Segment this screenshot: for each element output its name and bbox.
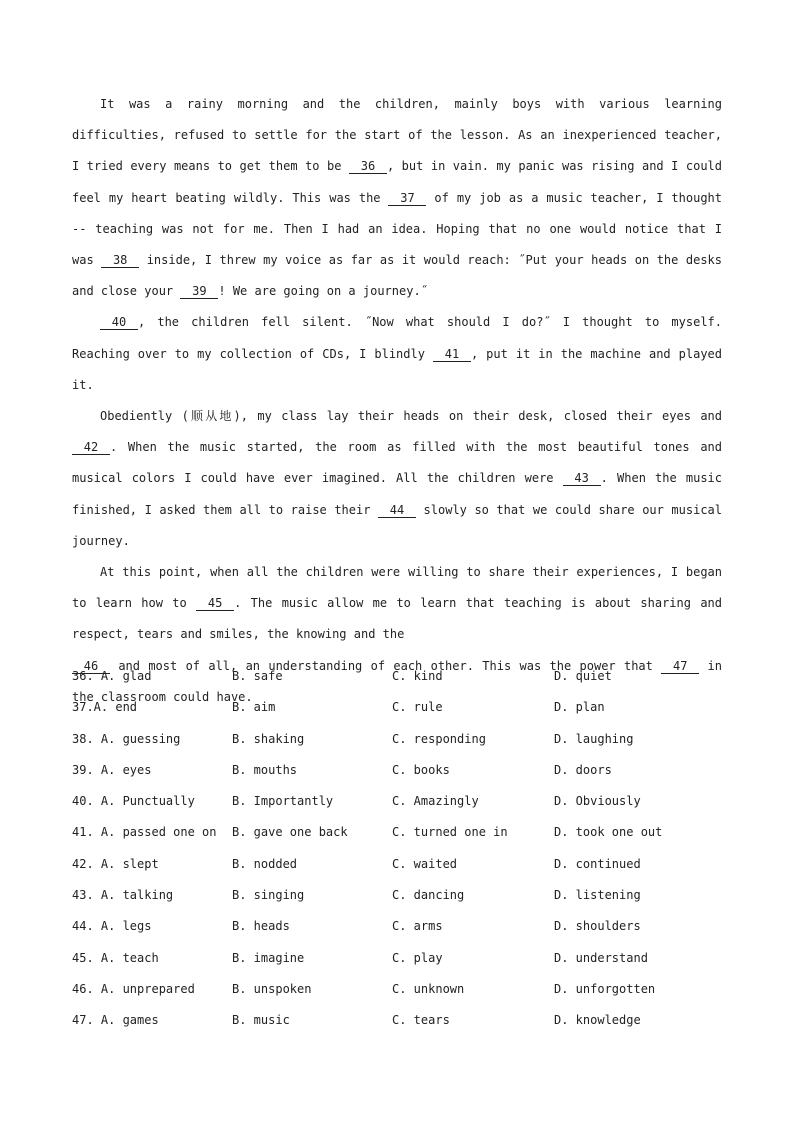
option-c: C. turned one in: [392, 825, 508, 840]
option-c: C. Amazingly: [392, 794, 479, 809]
option-d: D. shoulders: [554, 919, 641, 934]
passage-text: It was a rainy morning and the children, mainly boys with various learning difficulties, refused to settle for the start of the lesson. As an inexperienced teacher, I tried every means to get them to be: [72, 97, 722, 174]
option-c: C. responding: [392, 731, 486, 746]
passage-text: of my job as a music teacher, I thought -- teaching was not for me. Then I had an idea. Hoping that no one would notice that I was: [72, 190, 722, 268]
question-row: [72, 658, 722, 692]
option-d: D. continued: [554, 856, 641, 871]
option-c: C. tears: [392, 1013, 450, 1028]
option-d: D. quiet: [554, 669, 612, 683]
blank-44: 44: [378, 503, 416, 518]
question-row: [72, 943, 722, 974]
question-row: [72, 911, 722, 942]
option-b: B. aim: [232, 700, 276, 715]
blank-47: 47: [661, 659, 699, 674]
option-d: D. knowledge: [554, 1013, 641, 1028]
answer-options: [72, 658, 722, 1037]
blank-40: 40: [100, 315, 138, 330]
blank-46: 46: [72, 659, 110, 674]
question-row: [72, 974, 722, 1005]
blank-37: 37: [388, 191, 426, 206]
option-d: D. understand: [554, 950, 648, 965]
passage-text: , the children fell silent. ˝Now what should I do?˝ I thought to myself. Reaching over to my collection of CDs, I blindly: [72, 315, 722, 361]
option-b: B. unspoken: [232, 981, 312, 996]
option-c: C. arms: [392, 919, 443, 934]
option-a: 44. A. legs: [72, 919, 152, 934]
option-c: C. dancing: [392, 888, 465, 903]
blank-45: 45: [196, 596, 234, 611]
blank-38: 38: [101, 253, 139, 268]
option-a: 39. A. eyes: [72, 762, 152, 777]
option-b: B. singing: [232, 888, 305, 903]
blank-39: 39: [180, 284, 218, 299]
option-a: 45. A. teach: [72, 950, 159, 965]
question-row: [72, 817, 722, 848]
blank-41: 41: [433, 347, 471, 362]
paragraph-3: [72, 401, 722, 557]
blank-36: 36: [349, 159, 387, 174]
question-row: [72, 692, 722, 723]
passage-text: in the classroom could have.: [72, 658, 722, 704]
option-a: 36. A. glad: [72, 669, 152, 683]
option-a: 38. A. guessing: [72, 731, 181, 746]
option-c: C. books: [392, 762, 450, 777]
option-b: B. safe: [232, 669, 283, 683]
question-row: [72, 755, 722, 786]
option-b: B. nodded: [232, 856, 298, 871]
option-a: 47. A. games: [72, 1013, 159, 1028]
option-a: 40. A. Punctually: [72, 794, 195, 809]
question-row: [72, 786, 722, 817]
paragraph-1: [72, 89, 722, 307]
paragraph-2: [72, 307, 722, 401]
option-b: B. Importantly: [232, 794, 334, 809]
option-d: D. doors: [554, 762, 612, 777]
option-c: C. play: [392, 950, 443, 965]
passage-text: inside, I threw my voice as far as it would reach: ˝Put your heads on the desks and close your: [72, 253, 722, 299]
option-d: D. plan: [554, 700, 605, 715]
option-a: 42. A. slept: [72, 856, 159, 871]
passage-text: . When the music finished, I asked them all to raise their: [72, 471, 722, 517]
option-d: D. listening: [554, 888, 641, 903]
passage-text: and most of all, an understanding of each other. This was the power that: [110, 658, 662, 673]
option-c: C. unknown: [392, 981, 465, 996]
question-row: [72, 1005, 722, 1036]
passage-text: slowly so that we could share our musical journey.: [72, 502, 722, 548]
option-b: B. gave one back: [232, 825, 348, 840]
question-row: [72, 849, 722, 880]
option-d: D. unforgotten: [554, 981, 656, 996]
option-a: 46. A. unprepared: [72, 981, 195, 996]
blank-43: 43: [563, 471, 601, 486]
passage-text: . The music allow me to learn that teaching is about sharing and respect, tears and smiles, the knowing and the: [72, 596, 723, 642]
option-c: C. waited: [392, 856, 458, 871]
option-b: B. imagine: [232, 950, 305, 965]
option-c: C. rule: [392, 700, 443, 715]
passage-text: , put it in the machine and played it.: [72, 346, 722, 392]
option-a: 37.A. end: [72, 700, 138, 715]
cloze-passage: [72, 89, 722, 713]
question-row: [72, 880, 722, 911]
option-a: 41. A. passed one on: [72, 825, 217, 840]
option-c: C. kind: [392, 669, 443, 683]
option-b: B. shaking: [232, 731, 305, 746]
option-d: D. laughing: [554, 731, 634, 746]
option-d: D. Obviously: [554, 794, 641, 809]
question-row: [72, 724, 722, 755]
option-a: 43. A. talking: [72, 888, 174, 903]
passage-text: ! We are going on a journey.˝: [218, 284, 428, 299]
passage-text: , but in vain. my panic was rising and I could feel my heart beating wildly. This was the: [72, 159, 722, 205]
option-b: B. mouths: [232, 762, 298, 777]
passage-text: At this point, when all the children were willing to share their experiences, I began to learn how to: [72, 565, 722, 611]
option-b: B. music: [232, 1013, 290, 1028]
option-d: D. took one out: [554, 825, 663, 840]
passage-text: Obediently (顺从地), my class lay their heads on their desk, closed their eyes and: [100, 409, 722, 424]
passage-text: . When the music started, the room as filled with the most beautiful tones and musical colors I could have ever imagined. All the children were: [72, 440, 722, 486]
blank-42: 42: [72, 440, 110, 455]
option-b: B. heads: [232, 919, 290, 934]
